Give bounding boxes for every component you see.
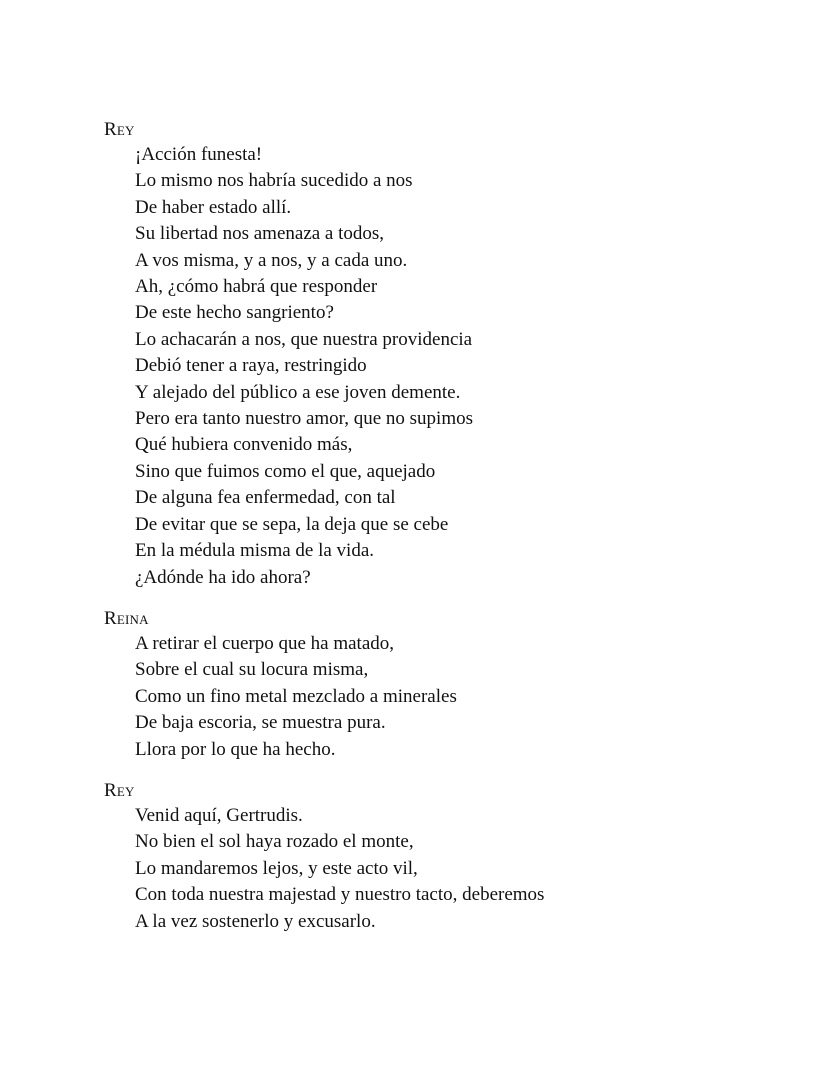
verse-block <box>135 803 784 935</box>
verse-line: De alguna fea enfermedad, con tal <box>135 487 396 509</box>
verse-line: Sobre el cual su locura misma, <box>135 659 369 681</box>
verse-line: De haber estado allí. <box>135 196 292 218</box>
verse-line: Lo mismo nos habría sucedido a nos <box>135 170 413 192</box>
verse-line: Sino que fuimos como el que, aquejado <box>135 460 436 482</box>
verse-line: Venid aquí, Gertrudis. <box>135 804 303 826</box>
verse-line: De baja escoria, se muestra pura. <box>135 712 386 734</box>
verse-line: A la vez sostenerlo y excusarlo. <box>135 910 376 932</box>
verse-line: Debió tener a raya, restringido <box>135 355 367 377</box>
verse-line: Con toda nuestra majestad y nuestro tacto, deberemos <box>135 884 545 906</box>
verse-line: Su libertad nos amenaza a todos, <box>135 223 385 245</box>
speech-rey-1 <box>104 118 784 591</box>
verse-line: En la médula misma de la vida. <box>135 540 375 562</box>
verse-line: Como un fino metal mezclado a minerales <box>135 685 457 707</box>
verse-line: Lo mandaremos lejos, y este acto vil, <box>135 857 418 879</box>
verse-line: De este hecho sangriento? <box>135 302 334 324</box>
verse-line: Qué hubiera convenido más, <box>135 434 353 456</box>
verse-block <box>135 142 784 591</box>
speaker-name: Rey <box>104 779 135 801</box>
verse-line: No bien el sol haya rozado el monte, <box>135 831 414 853</box>
verse-line: A retirar el cuerpo que ha matado, <box>135 632 395 654</box>
verse-line: Lo achacarán a nos, que nuestra providencia <box>135 328 473 350</box>
verse-line: Pero era tanto nuestro amor, que no supimos <box>135 408 474 430</box>
verse-line: ¿Adónde ha ido ahora? <box>135 566 311 588</box>
script-page <box>104 118 784 951</box>
verse-line: De evitar que se sepa, la deja que se cebe <box>135 513 449 535</box>
verse-line: Ah, ¿cómo habrá que responder <box>135 276 378 298</box>
verse-line: Llora por lo que ha hecho. <box>135 738 336 760</box>
verse-line: Y alejado del público a ese joven demente. <box>135 381 461 403</box>
speaker-name: Reina <box>104 607 149 629</box>
speech-reina <box>104 607 784 763</box>
verse-line: A vos misma, y a nos, y a cada uno. <box>135 249 408 271</box>
verse-line: ¡Acción funesta! <box>135 144 263 165</box>
speech-rey-2 <box>104 779 784 935</box>
verse-block <box>135 631 784 763</box>
speaker-name: Rey <box>104 119 135 140</box>
